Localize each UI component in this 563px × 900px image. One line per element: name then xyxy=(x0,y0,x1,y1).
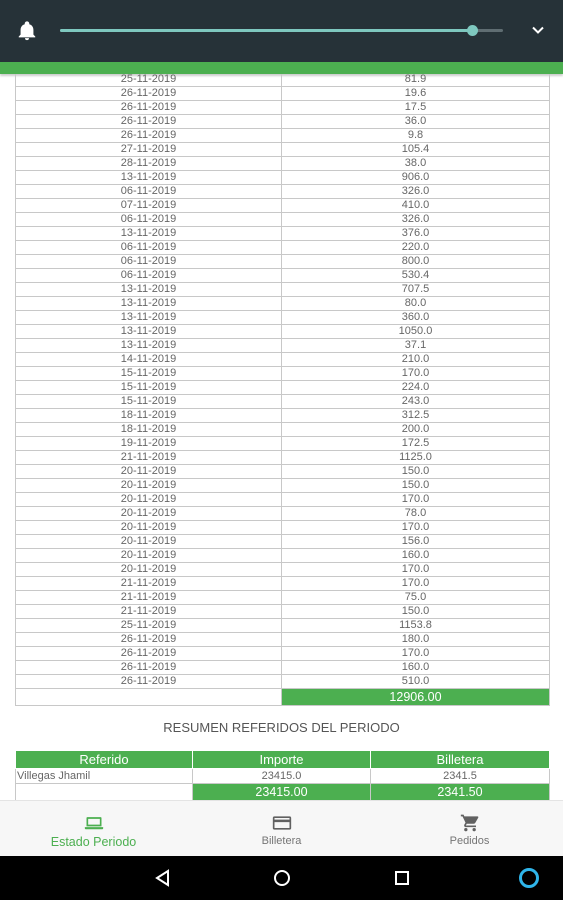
referido-billetera: 2341.5 xyxy=(371,769,550,784)
row-importe: 19.6 xyxy=(282,87,550,101)
home-icon[interactable] xyxy=(272,868,292,888)
row-fecha: 20-11-2019 xyxy=(16,479,282,493)
table-row xyxy=(16,633,550,647)
table-row xyxy=(16,647,550,661)
row-importe: 160.0 xyxy=(282,549,550,563)
laptop-icon xyxy=(84,813,104,833)
row-importe: 410.0 xyxy=(282,199,550,213)
table-row xyxy=(16,619,550,633)
main-content[interactable] xyxy=(0,74,563,800)
row-fecha: 13-11-2019 xyxy=(16,283,282,297)
row-importe: 81.9 xyxy=(282,74,550,87)
row-importe: 170.0 xyxy=(282,577,550,591)
table-row xyxy=(16,255,550,269)
referidos-total-empty xyxy=(16,784,193,801)
row-fecha: 26-11-2019 xyxy=(16,647,282,661)
row-importe: 312.5 xyxy=(282,409,550,423)
row-importe: 180.0 xyxy=(282,633,550,647)
row-fecha: 06-11-2019 xyxy=(16,269,282,283)
row-fecha: 20-11-2019 xyxy=(16,549,282,563)
row-fecha: 26-11-2019 xyxy=(16,675,282,689)
row-fecha: 18-11-2019 xyxy=(16,409,282,423)
row-importe: 170.0 xyxy=(282,647,550,661)
table-row xyxy=(16,269,550,283)
row-fecha: 06-11-2019 xyxy=(16,185,282,199)
table-row xyxy=(16,185,550,199)
table-row xyxy=(16,199,550,213)
referidos-total-row xyxy=(16,784,550,801)
table-row xyxy=(16,143,550,157)
row-importe: 150.0 xyxy=(282,479,550,493)
row-importe: 170.0 xyxy=(282,563,550,577)
row-fecha: 15-11-2019 xyxy=(16,395,282,409)
referido-row xyxy=(16,769,550,784)
table-row xyxy=(16,535,550,549)
row-importe: 38.0 xyxy=(282,157,550,171)
row-fecha: 13-11-2019 xyxy=(16,227,282,241)
row-importe: 326.0 xyxy=(282,185,550,199)
row-fecha: 25-11-2019 xyxy=(16,619,282,633)
table-row xyxy=(16,87,550,101)
shopping-cart-icon xyxy=(460,813,480,833)
row-importe: 1050.0 xyxy=(282,325,550,339)
row-importe: 37.1 xyxy=(282,339,550,353)
row-fecha: 13-11-2019 xyxy=(16,171,282,185)
row-importe: 36.0 xyxy=(282,115,550,129)
total-importe: 23415.00 xyxy=(193,784,371,801)
row-fecha: 13-11-2019 xyxy=(16,339,282,353)
chevron-down-icon[interactable] xyxy=(530,22,546,38)
row-fecha: 21-11-2019 xyxy=(16,577,282,591)
header-importe: Importe xyxy=(193,751,371,769)
table-row xyxy=(16,353,550,367)
assistant-icon[interactable] xyxy=(518,867,540,889)
credit-card-icon xyxy=(272,813,292,833)
table-row xyxy=(16,227,550,241)
table-row xyxy=(16,591,550,605)
row-importe: 224.0 xyxy=(282,381,550,395)
table-row xyxy=(16,129,550,143)
row-fecha: 14-11-2019 xyxy=(16,353,282,367)
row-importe: 1125.0 xyxy=(282,451,550,465)
row-fecha: 20-11-2019 xyxy=(16,563,282,577)
table-row xyxy=(16,213,550,227)
row-fecha: 26-11-2019 xyxy=(16,87,282,101)
row-fecha: 20-11-2019 xyxy=(16,507,282,521)
table-row xyxy=(16,661,550,675)
row-importe: 376.0 xyxy=(282,227,550,241)
back-icon[interactable] xyxy=(153,868,173,888)
system-navigation-bar xyxy=(0,856,563,900)
table-row xyxy=(16,605,550,619)
row-fecha: 21-11-2019 xyxy=(16,591,282,605)
row-importe: 360.0 xyxy=(282,311,550,325)
total-billetera: 2341.50 xyxy=(371,784,550,801)
table-row xyxy=(16,311,550,325)
referidos-table xyxy=(15,750,550,800)
row-importe: 906.0 xyxy=(282,171,550,185)
row-importe: 9.8 xyxy=(282,129,550,143)
row-fecha: 20-11-2019 xyxy=(16,465,282,479)
row-importe: 707.5 xyxy=(282,283,550,297)
row-fecha: 21-11-2019 xyxy=(16,451,282,465)
row-fecha: 20-11-2019 xyxy=(16,493,282,507)
row-importe: 150.0 xyxy=(282,605,550,619)
row-fecha: 26-11-2019 xyxy=(16,115,282,129)
bell-icon[interactable] xyxy=(16,19,38,43)
row-fecha: 06-11-2019 xyxy=(16,255,282,269)
nav-billetera-label: Billetera xyxy=(261,835,302,847)
table-row xyxy=(16,423,550,437)
referido-name: Villegas Jhamil xyxy=(16,769,193,784)
row-fecha: 07-11-2019 xyxy=(16,199,282,213)
resumen-title: RESUMEN REFERIDOS DEL PERIODO xyxy=(163,720,400,735)
table-row xyxy=(16,409,550,423)
header-referido: Referido xyxy=(16,751,193,769)
row-importe: 160.0 xyxy=(282,661,550,675)
nav-pedidos-label: Pedidos xyxy=(449,835,490,847)
table-row xyxy=(16,577,550,591)
brightness-slider-fill xyxy=(60,29,472,32)
row-importe: 1153.8 xyxy=(282,619,550,633)
recents-icon[interactable] xyxy=(392,868,412,888)
referido-importe: 23415.0 xyxy=(193,769,371,784)
table-row xyxy=(16,241,550,255)
movements-total-row xyxy=(16,689,550,706)
referidos-header-row xyxy=(16,751,550,769)
table-row xyxy=(16,507,550,521)
table-row xyxy=(16,437,550,451)
row-fecha: 15-11-2019 xyxy=(16,381,282,395)
row-fecha: 13-11-2019 xyxy=(16,311,282,325)
table-row xyxy=(16,493,550,507)
table-row xyxy=(16,171,550,185)
row-fecha: 27-11-2019 xyxy=(16,143,282,157)
app-toolbar-edge xyxy=(0,62,563,74)
row-importe: 172.5 xyxy=(282,437,550,451)
header-billetera: Billetera xyxy=(371,751,550,769)
nav-pedidos[interactable] xyxy=(376,801,563,857)
table-row xyxy=(16,115,550,129)
row-importe: 170.0 xyxy=(282,367,550,381)
row-fecha: 20-11-2019 xyxy=(16,535,282,549)
nav-estado-periodo-label: Estado Periodo xyxy=(50,835,137,849)
table-row xyxy=(16,563,550,577)
row-fecha: 19-11-2019 xyxy=(16,437,282,451)
row-fecha: 15-11-2019 xyxy=(16,367,282,381)
row-importe: 78.0 xyxy=(282,507,550,521)
row-importe: 170.0 xyxy=(282,493,550,507)
table-row xyxy=(16,101,550,115)
table-row xyxy=(16,521,550,535)
table-row xyxy=(16,395,550,409)
row-fecha: 18-11-2019 xyxy=(16,423,282,437)
movements-table xyxy=(15,74,550,706)
row-fecha: 26-11-2019 xyxy=(16,129,282,143)
row-fecha: 13-11-2019 xyxy=(16,325,282,339)
row-fecha: 21-11-2019 xyxy=(16,605,282,619)
row-importe: 150.0 xyxy=(282,465,550,479)
table-row xyxy=(16,549,550,563)
row-importe: 243.0 xyxy=(282,395,550,409)
row-fecha: 26-11-2019 xyxy=(16,633,282,647)
row-importe: 530.4 xyxy=(282,269,550,283)
row-importe: 170.0 xyxy=(282,521,550,535)
row-importe: 220.0 xyxy=(282,241,550,255)
table-row xyxy=(16,675,550,689)
table-row xyxy=(16,367,550,381)
row-fecha: 13-11-2019 xyxy=(16,297,282,311)
table-row xyxy=(16,479,550,493)
bottom-navigation xyxy=(0,800,563,857)
table-row xyxy=(16,381,550,395)
movements-total-empty xyxy=(16,689,282,706)
table-row xyxy=(16,74,550,87)
table-row xyxy=(16,465,550,479)
row-importe: 200.0 xyxy=(282,423,550,437)
nav-billetera[interactable] xyxy=(188,801,375,857)
row-importe: 210.0 xyxy=(282,353,550,367)
row-importe: 800.0 xyxy=(282,255,550,269)
table-row xyxy=(16,283,550,297)
row-fecha: 25-11-2019 xyxy=(16,74,282,87)
table-row xyxy=(16,325,550,339)
brightness-slider[interactable] xyxy=(60,29,503,32)
brightness-slider-thumb[interactable] xyxy=(467,25,478,36)
nav-estado-periodo[interactable] xyxy=(0,801,187,857)
table-row xyxy=(16,297,550,311)
row-fecha: 20-11-2019 xyxy=(16,521,282,535)
notification-bar xyxy=(0,0,563,62)
row-fecha: 06-11-2019 xyxy=(16,241,282,255)
row-importe: 156.0 xyxy=(282,535,550,549)
row-importe: 17.5 xyxy=(282,101,550,115)
row-fecha: 28-11-2019 xyxy=(16,157,282,171)
table-row xyxy=(16,339,550,353)
table-row xyxy=(16,157,550,171)
row-fecha: 26-11-2019 xyxy=(16,661,282,675)
row-fecha: 06-11-2019 xyxy=(16,213,282,227)
table-row xyxy=(16,451,550,465)
row-importe: 326.0 xyxy=(282,213,550,227)
row-importe: 80.0 xyxy=(282,297,550,311)
row-importe: 105.4 xyxy=(282,143,550,157)
row-fecha: 26-11-2019 xyxy=(16,101,282,115)
movements-total: 12906.00 xyxy=(282,689,550,706)
row-importe: 75.0 xyxy=(282,591,550,605)
row-importe: 510.0 xyxy=(282,675,550,689)
